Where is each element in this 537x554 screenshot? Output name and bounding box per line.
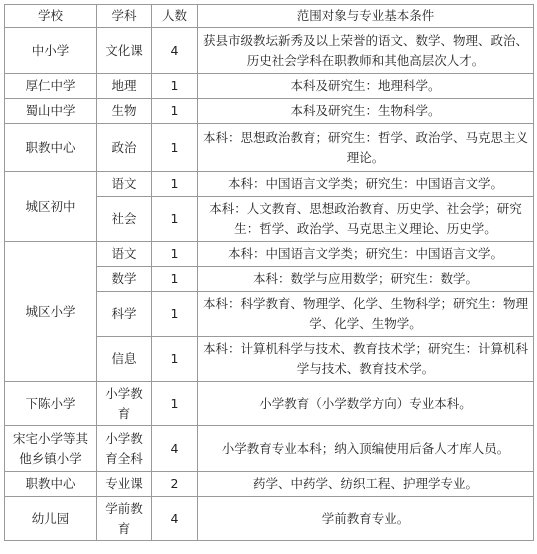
subject-cell: 小学教育 xyxy=(97,382,152,426)
requirement-cell: 本科：思想政治教育；研究生：哲学、政治学、马克思主义理论。 xyxy=(198,124,534,172)
subject-cell: 生物 xyxy=(97,99,152,124)
count-cell: 1 xyxy=(152,124,198,172)
table-row xyxy=(5,28,534,74)
subject-cell: 语文 xyxy=(97,172,152,197)
school-cell: 下陈小学 xyxy=(5,382,97,426)
count-cell: 1 xyxy=(152,337,198,382)
subject-cell: 数学 xyxy=(97,267,152,292)
table-row xyxy=(5,426,534,472)
table-header xyxy=(5,5,534,28)
count-cell: 4 xyxy=(152,497,198,541)
count-cell: 1 xyxy=(152,292,198,337)
table-row xyxy=(5,99,534,124)
requirement-cell: 本科：中国语言文学类；研究生：中国语言文学。 xyxy=(198,172,534,197)
requirement-cell: 学前教育专业。 xyxy=(198,497,534,541)
recruitment-table xyxy=(4,4,534,541)
requirement-cell: 本科：数学与应用数学；研究生：数学。 xyxy=(198,267,534,292)
subject-cell: 地理 xyxy=(97,74,152,99)
school-cell: 职教中心 xyxy=(5,124,97,172)
school-cell: 幼儿园 xyxy=(5,497,97,541)
school-cell: 厚仁中学 xyxy=(5,74,97,99)
table-body xyxy=(5,28,534,541)
subject-cell: 政治 xyxy=(97,124,152,172)
header-count: 人数 xyxy=(152,5,198,28)
school-cell: 中小学 xyxy=(5,28,97,74)
count-cell: 1 xyxy=(152,197,198,242)
table-row xyxy=(5,124,534,172)
header-row xyxy=(5,5,534,28)
school-cell: 宋宅小学等其他乡镇小学 xyxy=(5,426,97,472)
school-cell: 蜀山中学 xyxy=(5,99,97,124)
count-cell: 1 xyxy=(152,172,198,197)
table-row xyxy=(5,472,534,497)
subject-cell: 文化课 xyxy=(97,28,152,74)
requirement-cell: 小学教育（小学数学方向）专业本科。 xyxy=(198,382,534,426)
school-cell: 城区小学 xyxy=(5,242,97,382)
subject-cell: 信息 xyxy=(97,337,152,382)
count-cell: 1 xyxy=(152,382,198,426)
subject-cell: 专业课 xyxy=(97,472,152,497)
table-row xyxy=(5,74,534,99)
count-cell: 1 xyxy=(152,242,198,267)
requirement-cell: 本科：计算机科学与技术、教育技术学；研究生：计算机科学与技术、教育技术学。 xyxy=(198,337,534,382)
requirement-cell: 小学教育专业本科；纳入顶编使用后备人才库人员。 xyxy=(198,426,534,472)
requirement-cell: 本科：人文教育、思想政治教育、历史学、社会学；研究生：哲学、政治学、马克思主义理论、历史学。 xyxy=(198,197,534,242)
table-row xyxy=(5,172,534,197)
count-cell: 1 xyxy=(152,74,198,99)
count-cell: 1 xyxy=(152,267,198,292)
requirement-cell: 本科：科学教育、物理学、化学、生物科学；研究生：物理学、化学、生物学。 xyxy=(198,292,534,337)
header-requirement: 范围对象与专业基本条件 xyxy=(198,5,534,28)
count-cell: 4 xyxy=(152,426,198,472)
requirement-cell: 本科及研究生：地理科学。 xyxy=(198,74,534,99)
table-row xyxy=(5,382,534,426)
subject-cell: 科学 xyxy=(97,292,152,337)
subject-cell: 学前教育 xyxy=(97,497,152,541)
subject-cell: 小学教育全科 xyxy=(97,426,152,472)
requirement-cell: 获县市级教坛新秀及以上荣誉的语文、数学、物理、政治、历史社会学科在职教师和其他高层次人才。 xyxy=(198,28,534,74)
count-cell: 1 xyxy=(152,99,198,124)
requirement-cell: 本科：中国语言文学类；研究生：中国语言文学。 xyxy=(198,242,534,267)
subject-cell: 社会 xyxy=(97,197,152,242)
header-subject: 学科 xyxy=(97,5,152,28)
school-cell: 职教中心 xyxy=(5,472,97,497)
requirement-cell: 药学、中药学、纺织工程、护理学专业。 xyxy=(198,472,534,497)
table-row xyxy=(5,497,534,541)
header-school: 学校 xyxy=(5,5,97,28)
requirement-cell: 本科及研究生：生物科学。 xyxy=(198,99,534,124)
count-cell: 2 xyxy=(152,472,198,497)
school-cell: 城区初中 xyxy=(5,172,97,242)
subject-cell: 语文 xyxy=(97,242,152,267)
table-row xyxy=(5,242,534,267)
count-cell: 4 xyxy=(152,28,198,74)
